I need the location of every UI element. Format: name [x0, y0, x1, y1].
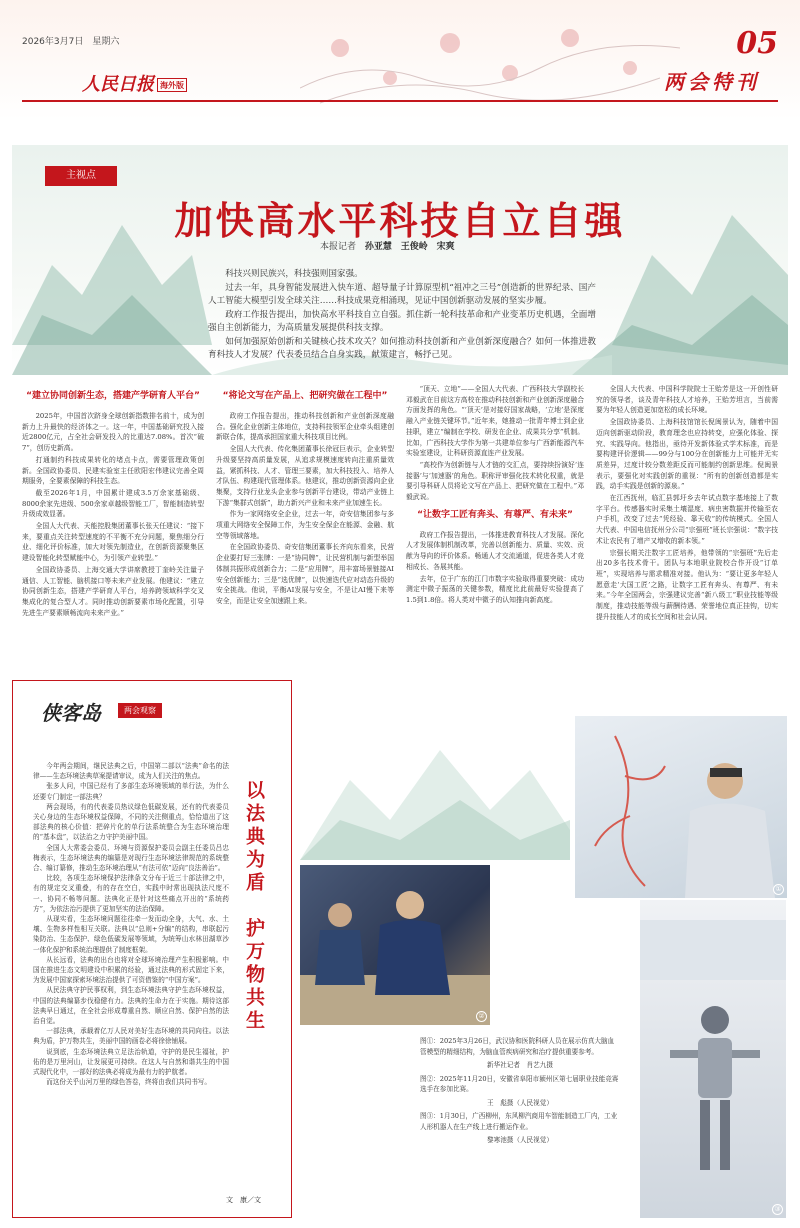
header-rule [22, 100, 778, 102]
column-subhead: “建立协同创新生态，搭建产学研育人平台” [26, 391, 200, 401]
section-title: 两会特刊 [664, 70, 760, 94]
photo-number: ① [773, 884, 784, 895]
photo-1-lab [575, 716, 787, 898]
article-lead: 科技兴则民族兴，科技强则国家强。 过去一年，具身智能发展进入快车道、超导量子计算原型机“祖冲之三号”创造新的世界纪录、国产人工智能大模型引发全球关注……科技成果竞相涌现，见证中国创新驱动发展的坚实步履。 政府工作报告提出，加快高水平科技自立自强。抓住新一轮科技革命和产业变革历史机遇，全面增强自主创新能力，为高质量发展提供科技支撑。 如何加强原始创新和关键核心技术攻关？如何推动科技创新和产业创新深度融合？如何一体推进教育科技人才发展？代表委员结合自身实践，献策建言，畅抒己见。 [208, 269, 596, 360]
photo-number: ③ [772, 1204, 783, 1215]
observation-title: 以法典为盾 护万物共生 [243, 780, 265, 1033]
issue-date: 2026年3月7日 星期六 [22, 37, 120, 47]
byline: 本报记者 孙亚慧 王俊岭 宋爽 [320, 242, 455, 252]
article-column-2: “将论文写在产品上、把研究做在工程中” 政府工作报告提出，推动科技创新和产业创新深度融合。强化企业创新主体地位，支持科技领军企业牵头组建创新联合体，提高承担国家重大科技项目比例。 全国人大代表、传化集团董事长徐冠巨表示，企业转型升级要坚持高质量发展，从追求规模速度转向注重质量效益，紧抓科技、人才、管理三要素，加大科技投入、培养人才队伍、构建现代管理体系。他建议，推动创新资源向企业集聚，支持行业龙头企业参与创新平台建设，带动产业链上下游“集群式创新”，助力新兴产业和未来产业加速生长。 作为一家网络安全企业，过去一年，奇安信集团参与多项重大网络安全保障工作，为生安全保企在能源、金融、航空等领域落地。 在全国政协委员、奇安信集团董事长齐向东看来，民营企业要打好三张牌：一是“协同牌”，让民营机制与新型举国体制共振形成创新合力；二是“应用牌”，用丰富场景链接AI安全创新能力；三是“选优牌”，以快速迭代应对动态升级的安全挑战。他说，平衡AI发展与安全，不是让AI慢下来等安全，而是让安全加速跟上来。 [216, 391, 394, 605]
xiakedao-logo: 侠客岛 [41, 701, 101, 725]
observation-signature: 文 康／文 [226, 1196, 261, 1204]
observation-tag: 两会观察 [118, 703, 162, 718]
newspaper-logo: 人民日报 海外版 [82, 70, 187, 96]
page-number: 05 [736, 26, 778, 61]
author: 宋爽 [436, 242, 455, 252]
photo-captions: 图①：2025年3月26日，武汉协和医院科研人员在展示仿真大脑血管模型的精细结构，为脑血管疾病研究和治疗提供重要参考。 新华社记者 肖艺九摄 图②：2025年11月20日，安徽省阜阳市颍州区第七届职业技能竞赛选手在参加比赛。 王 彪摄（人民视觉） 图③：1月30日，广西柳州，东风柳汽商用车智能制造工厂内，工业人形机器人在生产线上进行搬运作业。 黎寒池摄（人民视觉） [420, 1037, 619, 1144]
observation-text: 今年两会期间，继民法典之后，中国第二部以“法典”命名的法律——生态环境法典草案提请审议，成为人们关注的焦点。 张多人问，中国已经有了多部生态环境领域的单行法，为什么还要专门制定一部法典？ 两会现场，有的代表委员热议绿色低碳发展，还有的代表委员关心身边的生态环境权益保障，不同的关注侧重点，恰恰道出了这部法典的核心价值：把碎片化的单行法系统整合为生态环境治理的“基本盘”，以法治之力守护美丽中国。 全国人大常委会委员、环境与资源保护委员会副主任委员吕忠梅表示，生态环境法典的编纂是对现行生态环境法律规范的系统整合、编订纂修，推动生态环境治理从“有法可依”迈向“良法善治”。 比较，各项生态环境保护法律条文分布于近三十部法律之中，有的规定交叉重叠，有的存在空白，实践中时常出现执法尺度不一、协同不畅等问题。法典化正是针对这些痛点开出的“系统药方”，为依法治污提供了更加坚实的法治保障。 从现实看，生态环境问题往往牵一发而动全身，大气、水、土壤、生物多样性相互关联。法典以“总则+分编”的结构，串联起污染防治、生态保护、绿色低碳发展等领域，为统筹山水林田湖草沙一体化保护和系统治理提供了制度框架。 从长远看，法典的出台也将对全球环境治理产生积极影响。中国在推进生态文明建设中积累的经验，通过法典的形式固定下来，为发展中国家探索环境法治提供了可资借鉴的“中国方案”。 从民法典守护民事权利，到生态环境法典守护生态环境权益，中国的法典编纂步伐稳健有力。法典的生命力在于实施。期待这部法典早日通过，在全社会形成尊重自然、顺应自然、保护自然的法治自觉。 一部法典，承载着亿万人民对美好生态环境的共同向往。以法典为盾，护万物共生，美丽中国的画卷必将徐徐铺展。 说到底，生态环境法典立足法治轨道，守护的是民生福祉，护佑的是万里河山，让发展更可持续。在这人与自然和谐共生的中国式现代化中，一部好的法典必将成为最有力的护航者。 而这份关乎山河万里的绿色答卷，终将由我们共同书写。 [33, 762, 229, 1087]
photo-3-robot [640, 900, 786, 1218]
author: 孙亚慧 [364, 242, 392, 252]
author: 王俊岭 [400, 242, 428, 252]
article-column-4: 全国人大代表、中国科学院院士王贻芳是这一开创性研究的领导者，谈及青年科技人才培养，王贻芳坦言，当前需要为年轻人创造更加宽松的成长环境。 全国政协委员、上海科技馆馆长倪闽景认为，随着中国迈向创新驱动阶段，教育理念也应持转变，应强化体验、探究、实践导向。他指出，亟待开发新体验式学术标准，而是要构建评价逻辑——99分与100分在创新能力上可能并无实质差异，过度计较分数差距反而可能制约创新思维。倪闽景表示，要强化对实践创新的重视：“所有的创新创造都是实践，动手实践是创新的源泉。” 在江西抚州，临汇县郭圩乡去年试点数字基地接上了数字平台。传感器实时采集土壤湿度、病虫害数据并传输至农户手机，改变了过去“凭经验、靠天收”的传统模式。全国人大代表、中国电信抚州分公司“宗强班”班长宗强说：“数字技术让农民有了增产又增收的新本领。” 宗强长期关注数字工匠培养，他带领的“宗强班”先后走出20多名技术骨干。团队与本地职业院校合作开设“订单班”，实现培养与需求精准对接。他认为：“要让更多年轻人愿意走‘大国工匠’之路，让数字工匠有奔头、有尊严、有未来。”今年全国两会，宗强建议完善“新八级工”职业技能等级制度，推动技能等级与薪酬待遇、荣誉地位真正挂钩，切实提升技能人才的成长空间和社会认同。 [596, 385, 778, 621]
page-header [0, 0, 800, 118]
column-subhead: “将论文写在产品上、把研究做在工程中” [222, 391, 388, 401]
photo-number: ② [476, 1011, 487, 1022]
photo-2-workshop [300, 865, 490, 1025]
article-column-1: “建立协同创新生态，搭建产学研育人平台” 2025年，中国首次跻身全球创新指数排名前十，成为创新力上升最快的经济体之一。这一年，中国基础研究投入接近2800亿元，占全社会研发投入的比重达7.08%。首次“破7”，创历史新高。 打通制约科技成果转化的堵点卡点，需要管理政策创新。全国政协委员、民建实验室主任欧阳宏伟建议完善全周期服务，全要素保障的科技生态。 截至2026年1月，中国累计建成3.5万余家基础级、8000余家先进级、500余家卓越级智能工厂，智能制造转型升级成效显著。 全国人大代表、天能控股集团董事长张天任建议：“接下来，要重点关注转型速度的不平衡不充分问题，聚焦细分行业、细化评价标准，加大对领先制造业，在创新资源聚集区建设智能化转型赋能中心，为引领产业转型。” 全国政协委员、上海交通大学讲席教授丁奎岭关注量子通信、人工智能、脑机接口等未来产业发展。他建议：“建立协同创新生态，搭建产学研育人平台，培养跨领域科学交叉集成化的复合型人才。同时推动创新要素市场化配置，引导先进生产要素顺畅流向未来产业。” [22, 391, 204, 617]
article-tag: 主视点 [45, 166, 117, 186]
lower-landscape-decoration [300, 690, 570, 860]
header-flower-decoration [300, 18, 680, 108]
article-column-3: “顶天、立地”——全国人大代表、广西科技大学副校长邓毅武在目前这方高校在推动科技创新和产业创新深度融合方面发挥的角色。“‘顶天’是对接好国家战略，‘立地’是深度融入产业链关键环节。”近年来，她推动一批青年博士到企业挂职，建立“编制在学校、研发在企业、成果共分享”机制。比如，广西科技大学作为第一共建单位参与广西新能源汽车实验室建设，让科研资源直连产业发展。 “高校作为创新链与人才链的交汇点，要持续扮演好‘连接器’与‘加速器’的角色。职称评审强化技术转化权重，就是要引导科研人员将论文写在产品上、把研究做在工程中。”邓毅武说。 “让数字工匠有奔头、有尊严、有未来” 政府工作报告提出，一体推进教育科技人才发展。深化人才发展体制机制改革，完善以创新能力、质量、实效、贡献为导向的评价体系。畅通人才交流通道，促进各类人才竞相成长、各展其能。 去年，位于广东的江门市数字实验取得重要突破：成功测定中微子振荡的关键参数，精度比此前最好实验提高了1.5到1.8倍。将人类对中微子的认知推向新高度。 [406, 385, 584, 604]
headline: 加快高水平科技自立自强 [174, 199, 626, 243]
column-subhead: “让数字工匠有奔头、有尊严、有未来” [417, 509, 573, 520]
